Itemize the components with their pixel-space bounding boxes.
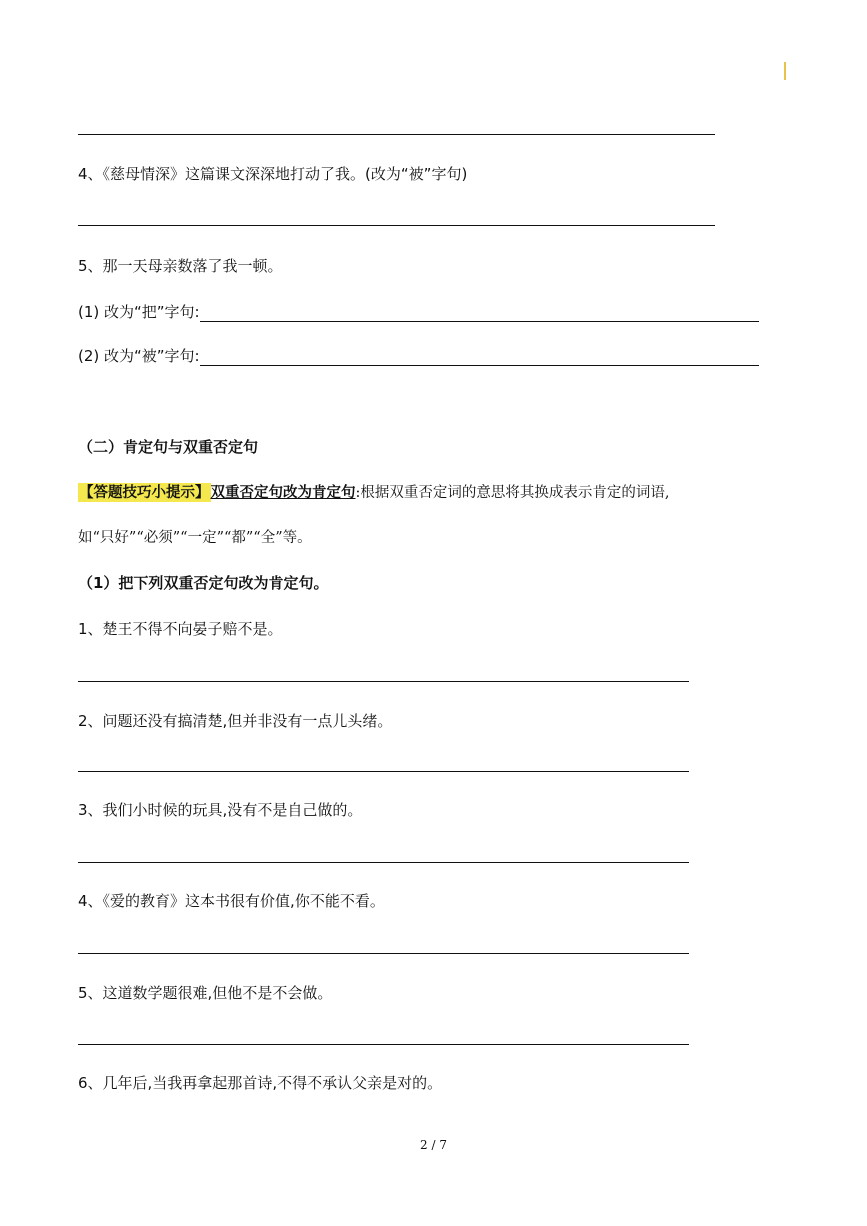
answer-blank[interactable]: [200, 305, 759, 322]
tip-title: 双重否定句改为肯定句: [210, 484, 356, 501]
exercise-item: 6、几年后,当我再拿起那首诗,不得不承认父亲是对的。: [78, 1074, 443, 1092]
exercise-item: 4、《爱的教育》这本书很有价值,你不能不看。: [78, 892, 385, 910]
question-5-part-2-label: (2) 改为“被”字句:: [78, 347, 200, 365]
answer-line: [78, 225, 715, 226]
exercise-item: 2、问题还没有搞清楚,但并非没有一点儿头绪。: [78, 712, 393, 730]
answer-blank[interactable]: [200, 349, 759, 366]
sub-heading: （1）把下列双重否定句改为肯定句。: [78, 574, 329, 592]
question-5-part-1-label: (1) 改为“把”字句:: [78, 303, 200, 321]
answer-line: [78, 134, 715, 135]
tip-label: 【答题技巧小提示】: [79, 484, 210, 501]
question-5-part-1: [78, 302, 759, 322]
exercise-item: 3、我们小时候的玩具,没有不是自己做的。: [78, 801, 363, 819]
tip-line: [78, 483, 670, 503]
answer-line: [78, 1044, 689, 1045]
exercise-item: 5、这道数学题很难,但他不是不会做。: [78, 984, 333, 1002]
answer-line: [78, 681, 689, 682]
question-5: 5、那一天母亲数落了我一顿。: [78, 257, 283, 275]
page-number: 2 / 7: [420, 1138, 447, 1152]
answer-line: [78, 953, 689, 954]
answer-line: [78, 862, 689, 863]
page-corner-mark: [784, 62, 786, 80]
section-heading: （二）肯定句与双重否定句: [78, 438, 259, 456]
tip-body-continued: 如“只好”“必须”“一定”“都”“全”等。: [78, 530, 312, 546]
answer-line: [78, 771, 689, 772]
exercise-item: 1、楚王不得不向晏子赔不是。: [78, 620, 283, 638]
question-5-part-2: [78, 346, 759, 366]
question-4: 4、《慈母情深》这篇课文深深地打动了我。(改为“被”字句): [78, 165, 468, 183]
tip-body: :根据双重否定词的意思将其换成表示肯定的词语,: [355, 485, 670, 501]
